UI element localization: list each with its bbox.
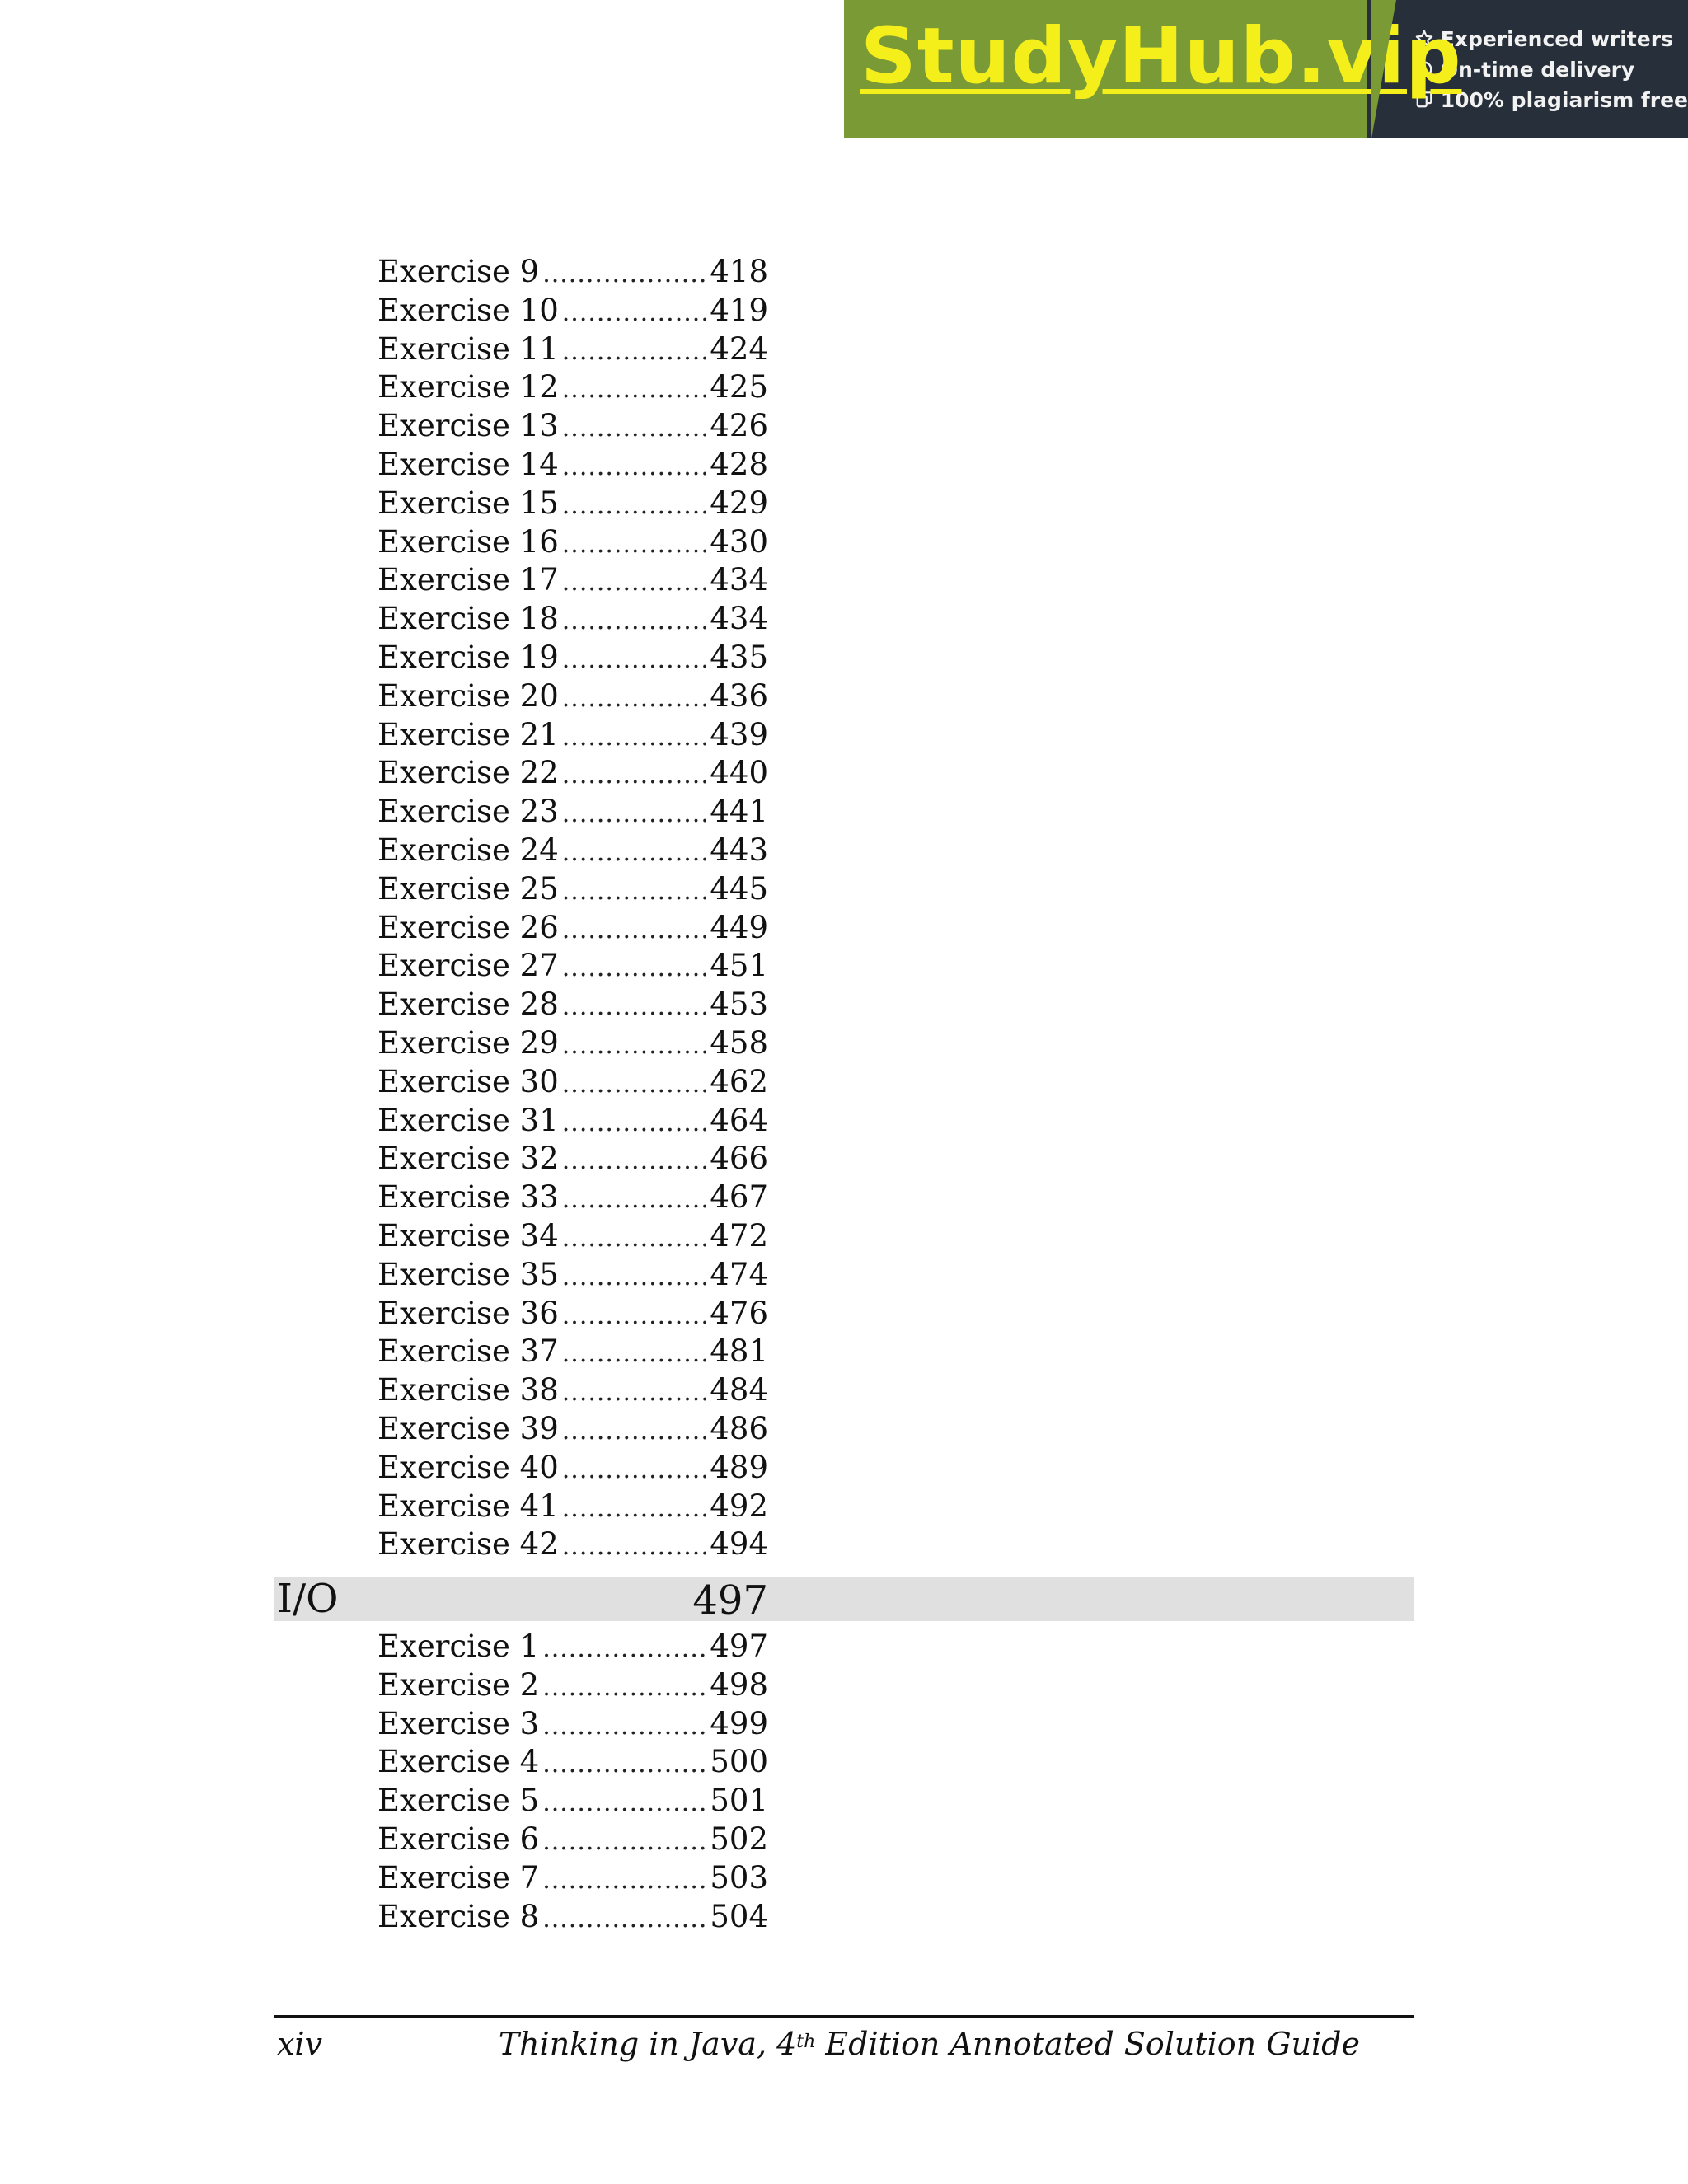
toc-entry-page: 504 (710, 1898, 768, 1934)
footer-title-superscript: th (796, 2032, 816, 2052)
footer-page-numeral: xiv (277, 2026, 323, 2062)
toc-entry-page: 489 (710, 1449, 768, 1485)
toc-entry-label: Exercise 3 (377, 1705, 540, 1741)
toc-entry-page: 500 (710, 1744, 768, 1780)
toc-entry[interactable] (377, 638, 768, 677)
toc-leader-dots (562, 293, 707, 332)
toc-entry[interactable] (377, 1666, 768, 1704)
toc-entry[interactable] (377, 1448, 768, 1487)
toc-entry-label: Exercise 6 (377, 1821, 540, 1857)
toc-entry-page: 501 (710, 1783, 768, 1819)
toc-leader-dots (562, 640, 707, 679)
toc-entry[interactable] (377, 753, 768, 792)
toc-entry-page: 466 (710, 1141, 768, 1177)
toc-entry-page: 462 (710, 1063, 768, 1099)
toc-entry-page: 426 (710, 408, 768, 444)
toc-entry[interactable] (377, 1139, 768, 1178)
toc-entry-page: 419 (710, 292, 768, 328)
toc-leader-dots (542, 255, 706, 293)
toc-entry[interactable] (377, 1781, 768, 1820)
toc-leader-dots (562, 987, 707, 1026)
toc-leader-dots (562, 1180, 707, 1219)
toc-entry-page: 449 (710, 909, 768, 945)
footer-title-text-rest: Edition Annotated Solution Guide (815, 2026, 1360, 2062)
toc-entry[interactable] (377, 368, 768, 406)
toc-entry-page: 467 (710, 1179, 768, 1216)
toc-entry[interactable] (377, 599, 768, 638)
toc-entry-page: 440 (710, 755, 768, 791)
toc-entry-page: 484 (710, 1372, 768, 1408)
toc-entry[interactable] (377, 1371, 768, 1409)
toc-entry[interactable] (377, 869, 768, 908)
toc-leader-dots (542, 1822, 706, 1861)
toc-entry-label: Exercise 23 (377, 794, 559, 830)
toc-entry-page: 430 (710, 523, 768, 560)
toc-leader-dots (562, 1065, 707, 1104)
toc-entry-page: 443 (710, 832, 768, 868)
toc-entry[interactable] (377, 1704, 768, 1743)
toc-entry-page: 497 (710, 1629, 768, 1664)
toc-entry-label: Exercise 37 (377, 1333, 559, 1370)
toc-entry[interactable] (377, 1627, 768, 1666)
toc-entry-page: 453 (710, 987, 768, 1023)
toc-entry[interactable] (377, 330, 768, 368)
toc-leader-dots (562, 1296, 707, 1335)
toc-leader-dots (562, 1141, 707, 1180)
toc-entry[interactable] (377, 1409, 768, 1448)
toc-entry-label: Exercise 30 (377, 1063, 559, 1099)
toc-entry[interactable] (377, 1024, 768, 1062)
toc-leader-dots (562, 1489, 707, 1528)
toc-entry-page: 481 (710, 1333, 768, 1370)
toc-entry[interactable] (377, 252, 768, 291)
toc-entry-label: Exercise 13 (377, 408, 559, 444)
toc-entry-label: Exercise 19 (377, 640, 559, 675)
toc-entry-label: Exercise 1 (377, 1629, 540, 1664)
footer-rule (274, 2015, 1414, 2018)
toc-entry[interactable] (377, 1742, 768, 1781)
toc-leader-dots (542, 1861, 706, 1900)
toc-entry[interactable] (377, 1101, 768, 1140)
toc-entry-page: 499 (710, 1705, 768, 1741)
toc-entry[interactable] (377, 1216, 768, 1255)
toc-entry-label: Exercise 27 (377, 948, 559, 984)
section-page-number: 497 (692, 1577, 768, 1624)
toc-leader-dots (562, 1219, 707, 1258)
toc-entry-label: Exercise 40 (377, 1449, 559, 1485)
toc-leader-dots (562, 370, 707, 409)
banner-divider (1372, 0, 1396, 138)
toc-leader-dots (562, 563, 707, 602)
toc-entry-page: 441 (710, 794, 768, 830)
toc-entry-page: 494 (710, 1526, 768, 1563)
section-header-bar (274, 1577, 1414, 1621)
toc-leader-dots (562, 833, 707, 872)
feature-label: Experienced writers (1440, 26, 1673, 51)
toc-entry-label: Exercise 5 (377, 1783, 540, 1819)
toc-leader-dots (562, 525, 707, 564)
toc-entry-label: Exercise 31 (377, 1102, 559, 1138)
feature-label: On-time delivery (1440, 57, 1635, 82)
toc-entry[interactable] (377, 1897, 768, 1936)
toc-entry-page: 435 (710, 640, 768, 675)
toc-entry[interactable] (377, 715, 768, 754)
toc-leader-dots (562, 602, 707, 640)
toc-leader-dots (562, 448, 707, 486)
toc-entry-page: 434 (710, 562, 768, 598)
footer-book-title (495, 2021, 1360, 2067)
toc-entry[interactable] (377, 792, 768, 831)
toc-entry-page: 503 (710, 1859, 768, 1896)
toc-leader-dots (562, 332, 707, 371)
toc-entry-page: 486 (710, 1411, 768, 1446)
toc-entry-page: 425 (710, 369, 768, 405)
toc-entry-page: 464 (710, 1102, 768, 1138)
toc-entry-page: 424 (710, 330, 768, 367)
promo-banner[interactable] (844, 0, 1688, 138)
toc-entry-label: Exercise 29 (377, 1025, 559, 1061)
toc-entry-label: Exercise 12 (377, 369, 559, 405)
toc-entry-page: 429 (710, 485, 768, 521)
toc-leader-dots (562, 409, 707, 448)
toc-entry-label: Exercise 22 (377, 755, 559, 791)
toc-leader-dots (562, 1258, 707, 1296)
toc-leader-dots (542, 1668, 706, 1707)
toc-entry-page: 458 (710, 1025, 768, 1061)
toc-entry[interactable] (377, 946, 768, 985)
toc-leader-dots (562, 1373, 707, 1412)
toc-entry-label: Exercise 20 (377, 677, 559, 714)
toc-entry-page: 434 (710, 601, 768, 637)
toc-entry-label: Exercise 42 (377, 1526, 559, 1563)
toc-leader-dots (562, 1104, 707, 1142)
toc-entry[interactable] (377, 1820, 768, 1858)
toc-entry-page: 492 (710, 1488, 768, 1524)
toc-entry-label: Exercise 10 (377, 292, 559, 328)
toc-entry[interactable] (377, 908, 768, 947)
toc-entry-label: Exercise 34 (377, 1218, 559, 1254)
toc-leader-dots (542, 1707, 706, 1746)
toc-leader-dots (562, 486, 707, 525)
toc-entry-label: Exercise 24 (377, 832, 559, 868)
toc-entry-label: Exercise 11 (377, 330, 559, 367)
toc-entry-label: Exercise 25 (377, 870, 559, 907)
toc-entry[interactable] (377, 484, 768, 523)
toc-leader-dots (562, 872, 707, 911)
toc-entry-label: Exercise 14 (377, 447, 559, 482)
toc-entry-label: Exercise 28 (377, 987, 559, 1023)
toc-leader-dots (562, 1451, 707, 1489)
section-title[interactable]: I/O (277, 1576, 339, 1622)
toc-entry[interactable] (377, 1332, 768, 1371)
toc-leader-dots (562, 679, 707, 718)
banner-brand-panel (844, 0, 1462, 138)
toc-entry-label: Exercise 16 (377, 523, 559, 560)
toc-entry-label: Exercise 39 (377, 1411, 559, 1446)
toc-entry-label: Exercise 2 (377, 1666, 540, 1703)
toc-entry[interactable] (377, 1487, 768, 1526)
toc-entry[interactable] (377, 677, 768, 715)
toc-entry-page: 474 (710, 1256, 768, 1292)
toc-entry[interactable] (377, 1525, 768, 1563)
toc-entry-label: Exercise 15 (377, 485, 559, 521)
toc-entry-label: Exercise 4 (377, 1744, 540, 1780)
toc-entry-label: Exercise 17 (377, 562, 559, 598)
toc-entry-label: Exercise 8 (377, 1898, 540, 1934)
toc-entry-label: Exercise 26 (377, 909, 559, 945)
toc-entry[interactable] (377, 291, 768, 330)
toc-entry-label: Exercise 9 (377, 254, 540, 289)
toc-entry[interactable] (377, 1255, 768, 1294)
toc-leader-dots (562, 1527, 707, 1566)
toc-leader-dots (562, 794, 707, 833)
brand-logo[interactable]: StudyHub.vip (860, 12, 1462, 101)
toc-entry-label: Exercise 41 (377, 1488, 559, 1524)
toc-entry-page: 418 (710, 254, 768, 289)
toc-leader-dots (562, 1412, 707, 1451)
toc-leader-dots (562, 911, 707, 949)
footer-title-text: Thinking in Java, 4 (498, 2026, 797, 2062)
toc-entry-page: 476 (710, 1295, 768, 1331)
toc-entry[interactable] (377, 445, 768, 484)
toc-entry[interactable] (377, 1178, 768, 1216)
toc-entry[interactable] (377, 985, 768, 1024)
toc-entry[interactable] (377, 831, 768, 869)
toc-entry-page: 436 (710, 677, 768, 714)
toc-entry-page: 502 (710, 1821, 768, 1857)
toc-entry-label: Exercise 21 (377, 716, 559, 752)
toc-entry-page: 439 (710, 716, 768, 752)
toc-entry-label: Exercise 18 (377, 601, 559, 637)
feature-label: 100% plagiarism free (1440, 87, 1688, 112)
toc-entry-label: Exercise 32 (377, 1141, 559, 1177)
toc-entry-label: Exercise 38 (377, 1372, 559, 1408)
toc-entry[interactable] (377, 406, 768, 445)
toc-leader-dots (542, 1900, 706, 1938)
toc-entry[interactable] (377, 560, 768, 599)
toc-entry-page: 445 (710, 870, 768, 907)
toc-entry-page: 451 (710, 948, 768, 984)
toc-leader-dots (562, 1026, 707, 1065)
toc-entry[interactable] (377, 1062, 768, 1101)
toc-entry[interactable] (377, 1294, 768, 1333)
toc-entry[interactable] (377, 1858, 768, 1897)
toc-entry-label: Exercise 36 (377, 1295, 559, 1331)
toc-entry-page: 428 (710, 447, 768, 482)
toc-entry[interactable] (377, 523, 768, 561)
toc-leader-dots (542, 1745, 706, 1783)
toc-entry-label: Exercise 35 (377, 1256, 559, 1292)
toc-entry-page: 498 (710, 1666, 768, 1703)
toc-leader-dots (542, 1629, 706, 1668)
toc-leader-dots (562, 949, 707, 987)
toc-entry-label: Exercise 33 (377, 1179, 559, 1216)
toc-entry-label: Exercise 7 (377, 1859, 540, 1896)
toc-leader-dots (562, 1334, 707, 1373)
toc-leader-dots (562, 756, 707, 794)
toc-leader-dots (542, 1783, 706, 1822)
toc-entry-page: 472 (710, 1218, 768, 1254)
toc-leader-dots (562, 718, 707, 757)
